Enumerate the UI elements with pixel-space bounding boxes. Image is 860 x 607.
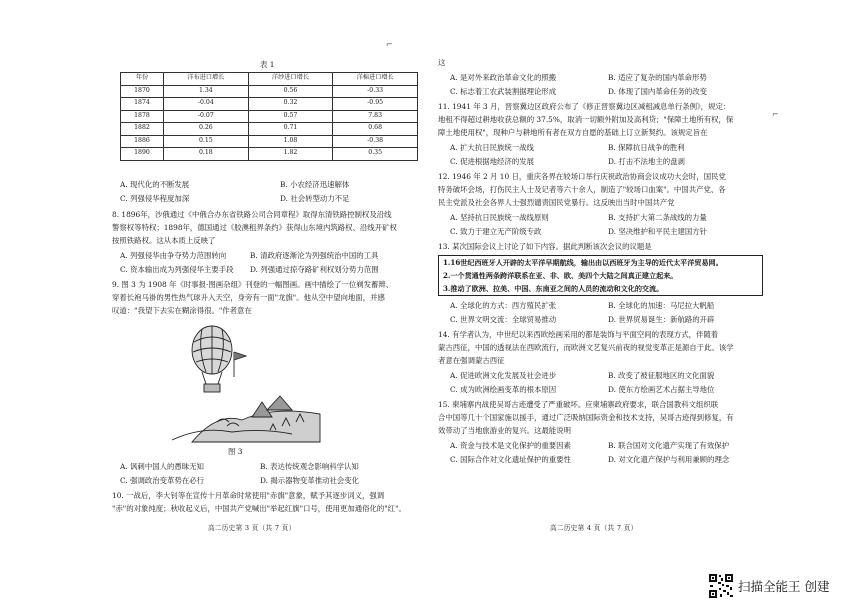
q11-stem-line: 障土地使用权"，现种户与耕地所有者在双方自愿的基础上订立新契约。该规定旨在 (438, 128, 708, 137)
q8-stem-line: 8. 1896年，沙俄通过《中俄合办东省铁路公司合同章程》取得东清铁路控制权及沿线 (112, 210, 392, 219)
q11-option-d: D. 打击不法地主的盘剥 (608, 157, 685, 166)
q10-option-b: B. 适应了复杂的国内革命形势 (608, 73, 707, 82)
q15-option-c: C. 国际合作对文化遗址保护的重要性 (450, 455, 571, 464)
table-cell: 0.15 (164, 135, 249, 148)
q11-option-a: A. 扩大抗日民族统一战线 (450, 143, 534, 152)
continuation-word: 这 (438, 58, 446, 67)
qr-code-icon (708, 573, 734, 599)
q9-stem-line: 9. 图 3 为 1908 年《时事报·图画杂组》刊登的一幅图画。画中描绘了一位剃发蓄辫、 (112, 280, 394, 289)
q13-option-b: B. 全球化的加速：马尼拉大帆船 (608, 301, 715, 310)
table-cell: -0.33 (333, 85, 418, 98)
table-cell: 1874 (121, 98, 164, 111)
table-row (121, 85, 418, 98)
q15-stem-line: 合中国等几十个国家施以援手，通过广泛吸纳国际资金和技术支持，吴哥古迹得到修复，有 (438, 413, 734, 422)
table-header-row (121, 73, 418, 86)
figure-caption: 图 3 (228, 447, 243, 456)
table-title: 表 1 (260, 60, 275, 69)
left-page (112, 0, 430, 607)
table-cell: 1.82 (248, 148, 333, 161)
q11-stem-line: 地租不得超过耕地收获总额的 37.5%，取消一切额外附加及高利贷；"保障土地所有权，保 (438, 115, 734, 124)
table-cell: 0.71 (248, 123, 333, 136)
q11-option-b: B. 保障抗日战争的胜利 (608, 143, 685, 152)
q15-stem-line: 15. 柬埔寨内战使吴哥古迹遭受了严重破坏。应柬埔寨政府要求，联合国教科文组织联 (438, 400, 719, 409)
table-row (121, 98, 418, 111)
q9-option-a: A. 讽刺中国人的愚昧无知 (120, 462, 204, 471)
material-line: 2.一个贯通性两条跨洋联系在亚、非、欧、美四个大陆之间真正建立起来。 (443, 271, 678, 280)
material-line: 1.16世纪西班牙人开辟的太平洋早期航线，输出由以西班牙为主导的近代太平洋贸易网。 (443, 258, 723, 267)
q9-stem-line: 叹道："我望下去实在糊涂得很。"作者意在 (112, 306, 252, 315)
q10-stem-line: 10. 一战后，李大钊等在宣传十月革命时常使用"赤旗"意象，赋予其逐步词义，强调 (112, 491, 385, 500)
q10-option-a: A. 是对外来政治革命文化的照搬 (450, 73, 557, 82)
q15-option-b: B. 联合国对文化遗产实现了有效保护 (608, 441, 729, 450)
table-header: 洋纱进口增长 (248, 73, 333, 86)
table-cell: -0.95 (333, 98, 418, 111)
q13-stem-line: 13. 某次国际会议上讨论了如下内容。据此判断该次会议的议题是 (438, 242, 652, 251)
margin-mark: ⌐ (386, 40, 393, 49)
table-row (121, 148, 418, 161)
table-cell: 1890 (121, 148, 164, 161)
q13-option-a: A. 全球化的方式：西方殖民扩张 (450, 301, 557, 310)
table-header: 年份 (121, 73, 164, 86)
q8-stem-line: 警察权等特权；1898年，德国通过《胶澳租界条约》获得山东境内筑路权、沿线开矿权 (112, 223, 397, 232)
q8-option-d: D. 列强通过掠夺路矿利权划分势力范围 (250, 265, 379, 274)
q9-option-b: B. 表达传统观念影响科学认知 (260, 462, 359, 471)
q10-option-c: C. 标志着工农武装割据理论形成 (450, 87, 557, 96)
q7-option-c: C. 列强侵华程度加深 (120, 194, 190, 203)
q14-option-a: A. 促进欧洲文化发展及社会进步 (450, 371, 557, 380)
q13-material-box (438, 255, 763, 296)
table-cell: 0.57 (248, 110, 333, 123)
q8-option-c: C. 资本输出成为列强侵华主要手段 (120, 265, 234, 274)
q14-option-d: D. 使东方绘画艺术占据主导地位 (608, 385, 715, 394)
q12-stem-line: 民主党派及社会各界人士强烈谴责国民党暴行。这反映出当时中国共产党 (438, 198, 675, 207)
q15-stem-line: 效带动了当地旅游业的复兴。这最能说明 (438, 426, 572, 435)
q12-option-d: D. 坚决维护和平民主建国方针 (608, 227, 708, 236)
q12-option-a: A. 坚持抗日民族统一战线原则 (450, 213, 549, 222)
right-page (438, 0, 763, 607)
table-cell: 1.34 (164, 85, 249, 98)
q12-option-b: B. 支持扩大第二条战线的力量 (608, 213, 707, 222)
margin-mark: ⌐ (772, 110, 779, 119)
q12-stem-line: 特务破坏会场，打伤民主人士及记者等六十余人，制造了"较场口血案"。中国共产党、各 (438, 185, 726, 194)
q7-option-d: D. 社会转型动力不足 (280, 194, 350, 203)
material-line: 3.推动了欧洲、拉美、中国、东南亚之间的人员的流动和文化的交流。 (443, 284, 664, 293)
table-cell: -0.04 (164, 98, 249, 111)
table-cell: 1.08 (248, 135, 333, 148)
q10-option-d: D. 体现了国内革命任务的改变 (608, 87, 708, 96)
table-row (121, 123, 418, 136)
table-cell: 1882 (121, 123, 164, 136)
table-cell: 1878 (121, 110, 164, 123)
q15-option-a: A. 资金与技术是文化保护的重要因素 (450, 441, 571, 450)
table-row (121, 110, 418, 123)
import-growth-table (120, 72, 418, 161)
q14-stem-line: 14. 有学者认为，中世纪以来西欧绘画采用的都是装饰与平面空间的表现方式，伴随着 (438, 330, 719, 339)
table-header: 洋棉进口增长 (333, 73, 418, 86)
scanner-brand-watermark: 扫描全能王 创建 (738, 579, 830, 594)
q7-option-a: A. 现代化的不断发展 (120, 180, 190, 189)
table-cell: -0.07 (164, 110, 249, 123)
q13-option-d: D. 世界贸易诞生：新航路的开辟 (608, 315, 715, 324)
q14-stem-line: 者意在强调蒙古西征 (438, 356, 505, 365)
table-cell: -0.38 (333, 135, 418, 148)
q13-option-c: C. 世界文明交流：全球贸易推动 (450, 315, 557, 324)
q15-option-d: D. 对文化遗产保护与利用兼顾的理念 (608, 455, 730, 464)
q10-stem-line: "赤"的对象纯度；秋收起义后，中国共产党喊出"举起红旗"口号，使用更加通俗化的"红"。 (112, 504, 406, 513)
table-cell: 0.18 (164, 148, 249, 161)
q9-option-c: C. 强调政治变革势在必行 (120, 476, 204, 485)
table-cell: 7.83 (333, 110, 418, 123)
q11-option-c: C. 促进根据地经济的发展 (450, 157, 534, 166)
table-header: 洋布进口增长 (164, 73, 249, 86)
table-cell: 0.35 (333, 148, 418, 161)
table-cell: 1870 (121, 85, 164, 98)
q8-option-b: B. 清政府逐渐沦为列强统治中国的工具 (250, 251, 379, 260)
page-footer: 高二历史第 4 页（共 7 页） (550, 524, 638, 532)
q14-stem-line: 蒙古西征，中国的透视法在西欧流行，而欧洲文艺复兴前夜的视觉变革正是源自于此。该学 (438, 343, 734, 352)
q12-stem-line: 12. 1946 年 2 月 10 日，重庆各界在较场口举行庆祝政治协商会议成功大会时，国民党 (438, 172, 726, 181)
q8-stem-line: 按照铁路权。这从本质上反映了 (112, 236, 216, 245)
table-cell: 0.32 (248, 98, 333, 111)
q11-stem-line: 11. 1941 年 3 月，晋察冀边区政府公布了《修正晋察冀边区减租减息单行条例》，规定： (438, 102, 731, 111)
q14-option-b: B. 改变了被征服地区的文化面貌 (608, 371, 715, 380)
q8-option-a: A. 列强侵华由争夺势力范围转向 (120, 251, 227, 260)
q12-option-c: C. 致力于建立无产阶级专政 (450, 227, 542, 236)
q14-option-c: C. 成为欧洲绘画变革的根本原因 (450, 385, 557, 394)
page-footer: 高二历史第 3 页（共 7 页） (208, 524, 296, 532)
q9-stem-line: 穿着长袍马褂的男性热气球升入天空，身旁有一面"龙旗"。他从空中望向地面，并感 (112, 293, 385, 302)
table-cell: 0.26 (164, 123, 249, 136)
table-cell: 1886 (121, 135, 164, 148)
table-cell: 0.68 (333, 123, 418, 136)
q7-option-b: B. 小农经济迅速解体 (280, 180, 350, 189)
q9-option-d: D. 揭示器物变革推动社会变化 (260, 476, 360, 485)
table-row (121, 135, 418, 148)
balloon-illustration (172, 322, 322, 444)
table-cell: 0.56 (248, 85, 333, 98)
